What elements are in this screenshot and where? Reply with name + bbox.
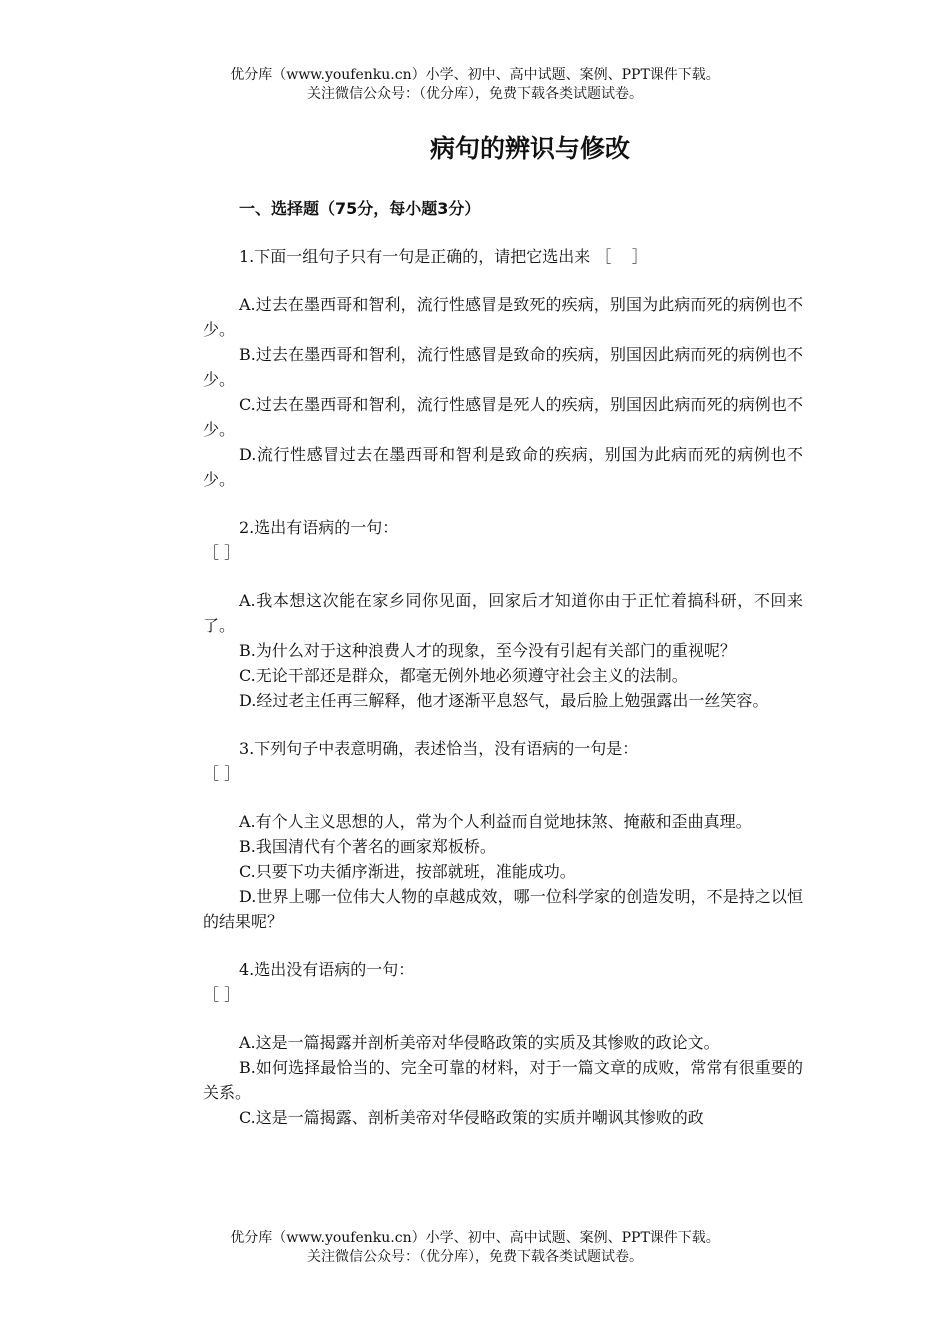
header-line-1: 优分库（www.youfenku.cn）小学、初中、高中试题、案例、PPT课件下载。 <box>230 67 720 83</box>
question-stem: 1.下面一组句子只有一句是正确的，请把它选出来 ［ ］ <box>239 247 648 266</box>
option-b: B.为什么对于这种浪费人才的现象，至今没有引起有关部门的重视呢？ <box>239 641 736 660</box>
option-d: D.世界上哪一位伟大人物的卓越成效，哪一位科学家的创造发明，不是持之以恒的结果呢？ <box>203 887 803 931</box>
document-title: 病句的辨识与修改 <box>429 134 630 163</box>
answer-bracket: ［ ］ <box>203 764 241 783</box>
question-stem: 3.下列句子中表意明确，表述恰当，没有语病的一句是： <box>239 739 639 758</box>
page-footer <box>0 1229 950 1267</box>
option-b: B.过去在墨西哥和智利，流行性感冒是致命的疾病，别国因此病而死的病例也不少。 <box>203 345 803 389</box>
question-1 <box>203 244 803 492</box>
option-d: D.经过老主任再三解释，他才逐渐平息怒气，最后脸上勉强露出一丝笑容。 <box>239 691 769 710</box>
footer-line-2: 关注微信公众号：（优分库），免费下载各类试题试卷。 <box>307 1249 643 1265</box>
question-stem: 4.选出没有语病的一句： <box>239 960 415 979</box>
option-list <box>203 1030 803 1130</box>
option-b: B.我国清代有个著名的画家郑板桥。 <box>239 837 496 856</box>
option-a: A.这是一篇揭露并剖析美帝对华侵略政策的实质及其惨败的政论文。 <box>239 1033 720 1052</box>
option-c: C.无论干部还是群众，都毫无例外地必须遵守社会主义的法制。 <box>239 666 688 685</box>
option-list <box>203 588 803 713</box>
option-d: D.流行性感冒过去在墨西哥和智利是致命的疾病，别国为此病而死的病例也不少。 <box>203 445 803 489</box>
answer-bracket: ［ ］ <box>203 543 241 562</box>
section-heading: 一、选择题（75分，每小题3分） <box>239 199 481 218</box>
option-c: C.只要下功夫循序渐进，按部就班，准能成功。 <box>239 862 576 881</box>
option-b: B.如何选择最恰当的、完全可靠的材料，对于一篇文章的成败，常常有很重要的关系。 <box>203 1058 803 1102</box>
option-a: A.过去在墨西哥和智利，流行性感冒是致死的疾病，别国为此病而死的病例也不少。 <box>203 295 803 339</box>
option-list <box>203 809 803 934</box>
answer-bracket: ［ ］ <box>203 985 241 1004</box>
page-header <box>0 66 950 104</box>
footer-line-1: 优分库（www.youfenku.cn）小学、初中、高中试题、案例、PPT课件下载。 <box>230 1230 720 1246</box>
option-list <box>203 292 803 492</box>
option-c: C.这是一篇揭露、剖析美帝对华侵略政策的实质并嘲讽其惨败的政 <box>239 1108 704 1127</box>
question-3 <box>203 736 803 934</box>
question-stem: 2.选出有语病的一句： <box>239 518 399 537</box>
option-a: A.我本想这次能在家乡同你见面，回家后才知道你由于正忙着搞科研，不回来了。 <box>203 591 803 635</box>
header-line-2: 关注微信公众号：（优分库），免费下载各类试题试卷。 <box>307 86 643 102</box>
option-c: C.过去在墨西哥和智利，流行性感冒是死人的疾病，别国因此病而死的病例也不少。 <box>203 395 803 439</box>
question-4 <box>203 957 803 1130</box>
question-2 <box>203 515 803 713</box>
option-a: A.有个人主义思想的人，常为个人利益而自觉地抹煞、掩蔽和歪曲真理。 <box>239 812 752 831</box>
document-body <box>203 196 803 1130</box>
